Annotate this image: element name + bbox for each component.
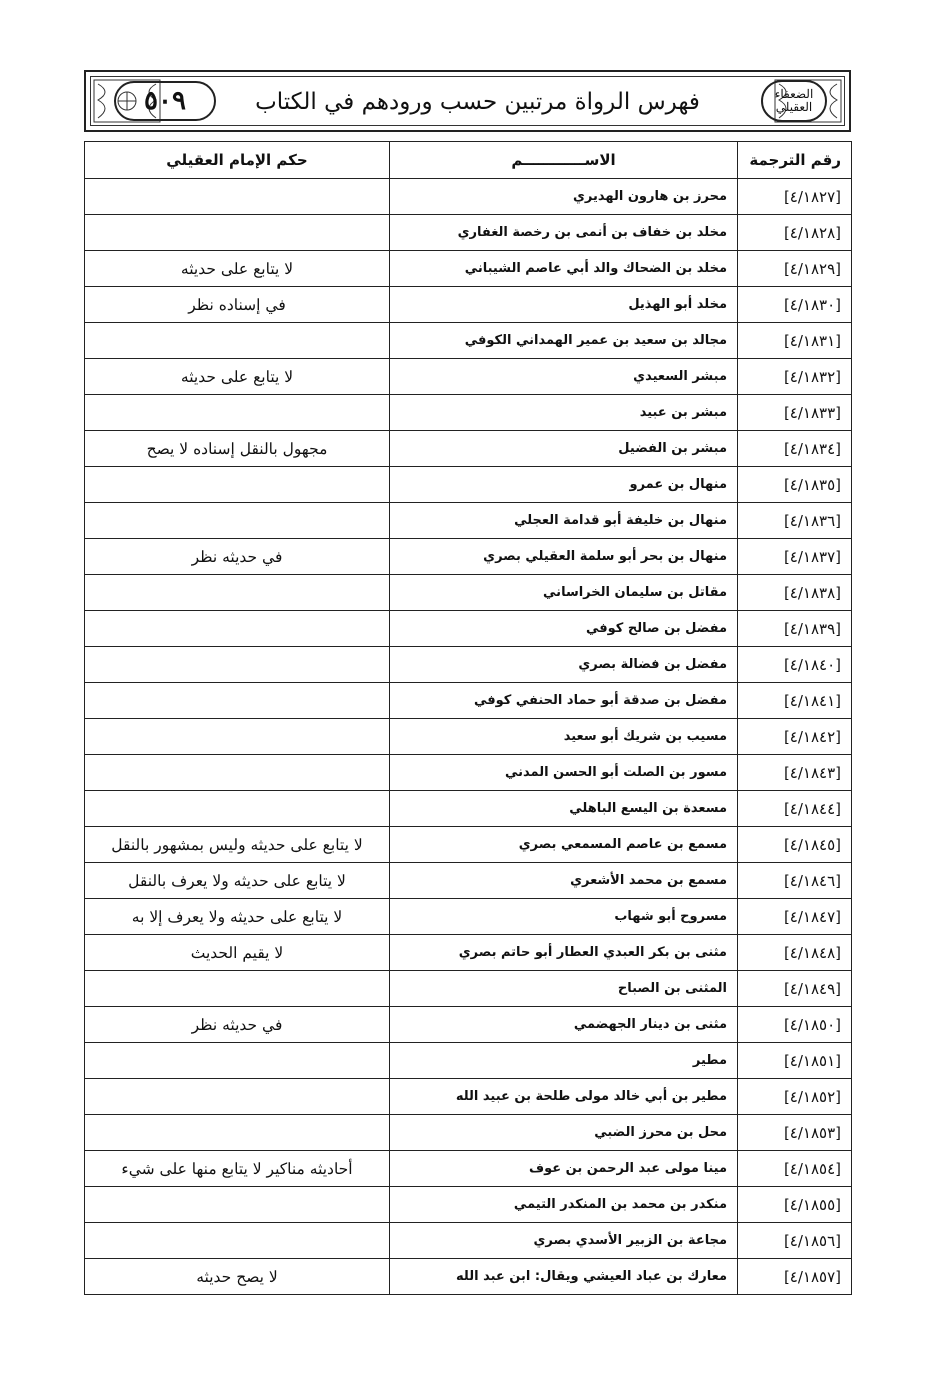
table-row <box>85 431 852 467</box>
table-row <box>85 575 852 611</box>
table-row <box>85 1223 852 1259</box>
entry-number: [٤/١٨٤٣] <box>738 755 852 791</box>
verdict-cell <box>85 647 390 683</box>
narrator-name: مجالد بن سعيد بن عمير الهمداني الكوفي <box>390 323 738 359</box>
table-row <box>85 1079 852 1115</box>
entry-number: [٤/١٨٤٢] <box>738 719 852 755</box>
entry-number: [٤/١٨٥٦] <box>738 1223 852 1259</box>
narrator-name: مفضل بن صالح كوفي <box>390 611 738 647</box>
verdict-cell <box>85 683 390 719</box>
narrator-name: مسمع بن محمد الأشعري <box>390 863 738 899</box>
table-row <box>85 863 852 899</box>
entry-number: [٤/١٨٤٧] <box>738 899 852 935</box>
narrator-name: منهال بن خليفة أبو قدامة العجلي <box>390 503 738 539</box>
verdict-cell: لا يقيم الحديث <box>85 935 390 971</box>
table-row <box>85 1007 852 1043</box>
entry-number: [٤/١٨٢٩] <box>738 251 852 287</box>
entry-number: [٤/١٨٥٥] <box>738 1187 852 1223</box>
narrator-name: مسعدة بن اليسع الباهلي <box>390 791 738 827</box>
narrator-name: مفضل بن صدقة أبو حماد الحنفي كوفي <box>390 683 738 719</box>
column-header-number: رقم الترجمة <box>738 142 852 179</box>
entry-number: [٤/١٨٥٧] <box>738 1259 852 1295</box>
entry-number: [٤/١٨٢٨] <box>738 215 852 251</box>
narrator-name: مجاعة بن الزبير الأسدي بصري <box>390 1223 738 1259</box>
entry-number: [٤/١٨٣٩] <box>738 611 852 647</box>
page-header <box>84 70 851 132</box>
entry-number: [٤/١٨٥٠] <box>738 1007 852 1043</box>
table-row <box>85 359 852 395</box>
entry-number: [٤/١٨٣١] <box>738 323 852 359</box>
narrator-name: مسور بن الصلت أبو الحسن المدني <box>390 755 738 791</box>
narrator-name: مقاتل بن سليمان الخراساني <box>390 575 738 611</box>
verdict-cell: لا يتابع على حديثه وليس بمشهور بالنقل <box>85 827 390 863</box>
table-row <box>85 683 852 719</box>
entry-number: [٤/١٨٣٦] <box>738 503 852 539</box>
table-row <box>85 827 852 863</box>
verdict-cell <box>85 179 390 215</box>
narrator-name: مطير بن أبي خالد مولى طلحة بن عبيد الله <box>390 1079 738 1115</box>
table-row <box>85 503 852 539</box>
verdict-cell <box>85 395 390 431</box>
table-row <box>85 539 852 575</box>
table-row <box>85 215 852 251</box>
table-row <box>85 935 852 971</box>
table-row <box>85 971 852 1007</box>
narrator-name: مسمع بن عاصم المسمعي بصري <box>390 827 738 863</box>
narrator-name: محل بن محرز الضبي <box>390 1115 738 1151</box>
column-header-name: الاســــــــــــم <box>390 142 738 179</box>
entry-number: [٤/١٨٥٢] <box>738 1079 852 1115</box>
table-row <box>85 611 852 647</box>
verdict-cell <box>85 755 390 791</box>
verdict-cell <box>85 323 390 359</box>
entry-number: [٤/١٨٤٤] <box>738 791 852 827</box>
narrator-name: مينا مولى عبد الرحمن بن عوف <box>390 1151 738 1187</box>
narrator-name: مثنى بن بكر العبدي العطار أبو حاتم بصري <box>390 935 738 971</box>
entry-number: [٤/١٨٤٦] <box>738 863 852 899</box>
narrator-name: منهال بن عمرو <box>390 467 738 503</box>
narrator-name: مسيب بن شريك أبو سعيد <box>390 719 738 755</box>
entry-number: [٤/١٨٣٥] <box>738 467 852 503</box>
narrator-name: مبشر بن عبيد <box>390 395 738 431</box>
table-row <box>85 1043 852 1079</box>
page-number: ٥٠٩ <box>144 86 186 116</box>
verdict-cell: في إسناده نظر <box>85 287 390 323</box>
verdict-cell: لا يتابع على حديثه <box>85 359 390 395</box>
page-title: فهرس الرواة مرتبين حسب ورودهم في الكتاب <box>255 89 700 115</box>
table-row <box>85 755 852 791</box>
entry-number: [٤/١٨٣٨] <box>738 575 852 611</box>
verdict-cell <box>85 467 390 503</box>
verdict-cell <box>85 1043 390 1079</box>
narrator-name: مبشر بن الفضيل <box>390 431 738 467</box>
narrator-name: مبشر السعيدي <box>390 359 738 395</box>
narrator-name: مخلد بن الضحاك والد أبي عاصم الشيباني <box>390 251 738 287</box>
narrator-name: مخلد بن خفاف بن أنمى بن رخصة الغفاري <box>390 215 738 251</box>
table-row <box>85 899 852 935</box>
verdict-cell: في حديثه نظر <box>85 539 390 575</box>
verdict-cell: مجهول بالنقل إسناده لا يصح <box>85 431 390 467</box>
narrator-name: المثنى بن الصباح <box>390 971 738 1007</box>
verdict-cell <box>85 575 390 611</box>
entry-number: [٤/١٨٣٠] <box>738 287 852 323</box>
verdict-cell <box>85 791 390 827</box>
column-header-verdict: حكم الإمام العقيلي <box>85 142 390 179</box>
verdict-cell: لا يتابع على حديثه <box>85 251 390 287</box>
entry-number: [٤/١٨٤٥] <box>738 827 852 863</box>
verdict-cell: أحاديثه مناكير لا يتابع منها على شيء <box>85 1151 390 1187</box>
narrator-name: معارك بن عباد العيشي ويقال: ابن عبد الله <box>390 1259 738 1295</box>
entry-number: [٤/١٨٤٩] <box>738 971 852 1007</box>
verdict-cell <box>85 503 390 539</box>
verdict-cell <box>85 719 390 755</box>
verdict-cell <box>85 971 390 1007</box>
book-badge: الضعفاء العقيلي <box>761 80 827 122</box>
table-row <box>85 1151 852 1187</box>
verdict-cell <box>85 1079 390 1115</box>
table-row <box>85 251 852 287</box>
entry-number: [٤/١٨٤٠] <box>738 647 852 683</box>
verdict-cell: في حديثه نظر <box>85 1007 390 1043</box>
verdict-cell: لا يصح حديثه <box>85 1259 390 1295</box>
verdict-cell: لا يتابع على حديثه ولا يعرف إلا به <box>85 899 390 935</box>
verdict-cell <box>85 215 390 251</box>
narrator-name: محرز بن هارون الهديري <box>390 179 738 215</box>
table-row <box>85 1187 852 1223</box>
verdict-cell <box>85 1115 390 1151</box>
verdict-cell <box>85 611 390 647</box>
entry-number: [٤/١٨٣٢] <box>738 359 852 395</box>
narrator-name: مفضل بن فضالة بصري <box>390 647 738 683</box>
entry-number: [٤/١٨٥١] <box>738 1043 852 1079</box>
table-row <box>85 1115 852 1151</box>
narrator-name: مطير <box>390 1043 738 1079</box>
table-row <box>85 467 852 503</box>
table-row <box>85 1259 852 1295</box>
entry-number: [٤/١٨٣٤] <box>738 431 852 467</box>
table-row <box>85 323 852 359</box>
entry-number: [٤/١٨٢٧] <box>738 179 852 215</box>
narrator-name: منهال بن بحر أبو سلمة العقيلي بصري <box>390 539 738 575</box>
narrator-name: مسروح أبو شهاب <box>390 899 738 935</box>
narrator-name: مخلد أبو الهذيل <box>390 287 738 323</box>
table-row <box>85 179 852 215</box>
verdict-cell <box>85 1187 390 1223</box>
entry-number: [٤/١٨٣٧] <box>738 539 852 575</box>
entry-number: [٤/١٨٣٣] <box>738 395 852 431</box>
entry-number: [٤/١٨٤١] <box>738 683 852 719</box>
entry-number: [٤/١٨٥٤] <box>738 1151 852 1187</box>
table-row <box>85 791 852 827</box>
narrators-table <box>84 141 852 1295</box>
table-row <box>85 647 852 683</box>
entry-number: [٤/١٨٤٨] <box>738 935 852 971</box>
table-header-row <box>85 142 852 179</box>
verdict-cell <box>85 1223 390 1259</box>
table-row <box>85 395 852 431</box>
narrator-name: منكدر بن محمد بن المنكدر التيمي <box>390 1187 738 1223</box>
entry-number: [٤/١٨٥٣] <box>738 1115 852 1151</box>
table-row <box>85 719 852 755</box>
narrator-name: مثنى بن دينار الجهضمي <box>390 1007 738 1043</box>
table-row <box>85 287 852 323</box>
verdict-cell: لا يتابع على حديثه ولا يعرف بالنقل <box>85 863 390 899</box>
